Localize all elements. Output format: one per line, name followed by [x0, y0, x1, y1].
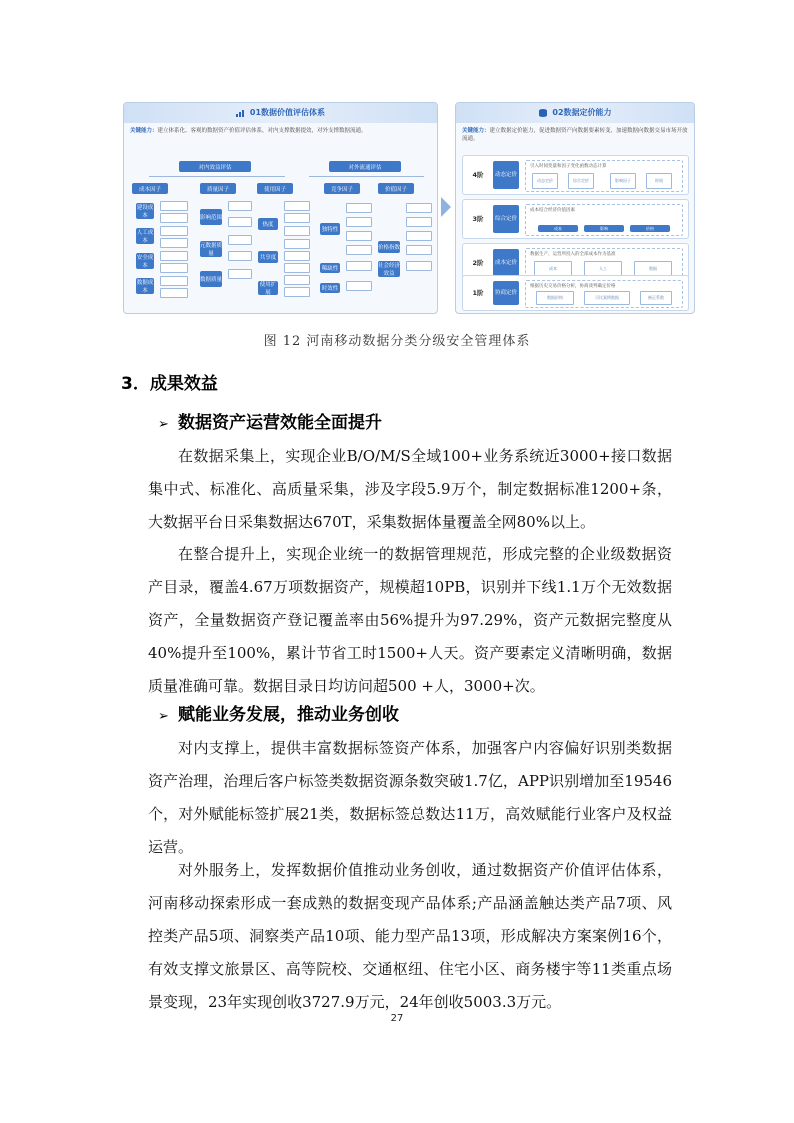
page-number: 27 [390, 1013, 404, 1024]
cost-item: 数据成本 [136, 280, 154, 294]
cost-item: 建设成本 [136, 205, 154, 219]
factor-compete: 竞争因子 [324, 183, 360, 194]
usage-item: 使用扩展 [259, 282, 277, 296]
tier-chip: 数据 [634, 261, 672, 277]
quality-item: 数据质量 [200, 271, 222, 287]
arrow-bullet-icon: ➢ [158, 709, 169, 724]
left-panel [123, 102, 438, 314]
tier-chip: 时间 [646, 173, 672, 189]
tier-desc: 成本结合经济价值因素 [530, 208, 575, 213]
paragraph: 对内支撑上，提供丰富数据标签资产体系，加强客户内容偏好识别类数据资产治理，治理后客户标签类数据资源条数突破1.7亿，APP识别增加至19546个，对外赋能标签扩展21类，数据标签总数达11万，高效赋能行业客户及权益运营。 [148, 739, 672, 856]
tier-1 [462, 275, 689, 311]
factor-value: 价值因子 [378, 183, 414, 194]
tier-4 [462, 155, 689, 195]
paragraph: 在整合提升上，实现企业统一的数据管理规范，形成完整的企业级数据资产目录，覆盖4.67万项数据资产，规模超10PB，识别并下线1.1万个无效数据资产，全量数据资产登记覆盖率由56%提升为97.29%，资产元数据完整度从40%提升至100%，累计节省工时1500+人天。资产要素定义清晰明确，数据质量准确可靠。数据目录日均访问超500 +人，3000+次。 [148, 545, 672, 695]
right-key-label: 关键能力： [462, 128, 490, 134]
compete-item: 稀缺性 [320, 263, 340, 273]
value-item: 价格指数 [378, 241, 400, 253]
tier-desc: 引入时间变量和因子变化函数动态计算 [530, 164, 607, 169]
tier-desc: 根据历史交易价格分析，协商谈判确定价格 [530, 284, 616, 289]
compete-item: 时效性 [320, 283, 340, 293]
paragraph: 在数据采集上，实现企业B/O/M/S全域100+业务系统近3000+接口数据集中式、标准化、高质量采集，涉及字段5.9万个，制定数据标准1200+条，大数据平台日采集数据达670T，采集数据体量覆盖全网80%以上。 [148, 447, 672, 531]
tier-chip: 综合定价 [568, 173, 594, 189]
cost-item: 安全成本 [136, 255, 154, 269]
tier-chip: 成本 [534, 261, 572, 277]
value-item: 社会经济效益 [378, 263, 401, 277]
tier-name: 成本定价 [493, 249, 519, 277]
subsection-title [158, 408, 382, 433]
tier-name: 综合定价 [493, 205, 519, 233]
paragraph: 对外服务上，发挥数据价值推动业务创收，通过数据资产价值评估体系，河南移动探索形成一套成熟的数据变现产品体系;产品涵盖触达类产品7项、风控类产品5项、洞察类产品10项、能力型产品13项，形成解决方案案例16个，有效支撑文旅景区、高等院校、交通枢纽、住宅小区、商务楼宇等11类重点场景变现，23年实现创收3727.9万元，24年创收5003.3万元。 [148, 861, 672, 1011]
tier-desc: 数据生产、运营所投入的全部成本作为基准 [530, 252, 616, 257]
arrow-bullet-icon: ➢ [158, 417, 169, 432]
right-panel-title: 02数据定价能力 [552, 108, 612, 117]
tier-chip: 影响因子 [610, 173, 636, 189]
tier-chip: 可比案例数据 [584, 291, 630, 305]
cost-item: 人工成本 [136, 230, 154, 244]
tier-level: 1阶 [472, 289, 484, 297]
tier-chip: 影响 [584, 225, 624, 232]
figure-caption: 图 12 河南移动数据分类分级安全管理体系 [263, 334, 531, 349]
tier-level: 2阶 [472, 259, 484, 267]
factor-cost: 成本因子 [132, 183, 168, 194]
factor-quality: 质量因子 [200, 183, 236, 194]
tier-level: 3阶 [472, 215, 484, 223]
section-title: 3．成果效益 [121, 374, 218, 394]
arrow-right-icon [441, 197, 451, 217]
tier-name: 协商定价 [493, 281, 519, 305]
left-key-label: 关键能力： [130, 128, 158, 134]
figure-diagram [123, 102, 688, 312]
compete-item: 独特性 [320, 223, 340, 235]
tier-level: 4阶 [472, 171, 484, 179]
group-external: 对外流通评估 [329, 161, 401, 172]
left-key-text: 建立体系化、客观的数据资产价值评估体系，对内支撑数据提效，对外支撑数据流通。 [157, 128, 367, 134]
subsection-title [158, 700, 399, 725]
tier-3 [462, 199, 689, 239]
quality-item: 影响范围 [200, 209, 222, 225]
database-icon [538, 109, 548, 117]
tier-chip: 修正系数 [640, 291, 672, 305]
tier-chip: 人工 [584, 261, 622, 277]
right-panel [455, 102, 695, 314]
usage-item: 热度 [258, 218, 278, 230]
left-panel-title: 01数据价值评估体系 [249, 108, 326, 117]
usage-item: 共享度 [258, 251, 278, 263]
group-internal: 对内效益评估 [179, 161, 251, 172]
tier-chip: 数据价格 [536, 291, 574, 305]
factor-usage: 使用因子 [257, 183, 293, 194]
bar-chart-icon [236, 109, 246, 117]
subsection-title-text: 赋能业务发展，推动业务创收 [178, 705, 399, 725]
tier-chip: 价格 [630, 225, 670, 232]
quality-item: 元数据质量 [200, 243, 223, 257]
tier-chip: 成本 [538, 225, 578, 232]
right-key-text: 建立数据定价能力，促进数据资产向数据要素转变，加速数据向数据交易市场开放流通。 [462, 128, 688, 142]
subsection-title-text: 数据资产运营效能全面提升 [178, 413, 382, 433]
tier-chip: 动态定价 [532, 173, 558, 189]
tier-name: 动态定价 [493, 161, 519, 189]
